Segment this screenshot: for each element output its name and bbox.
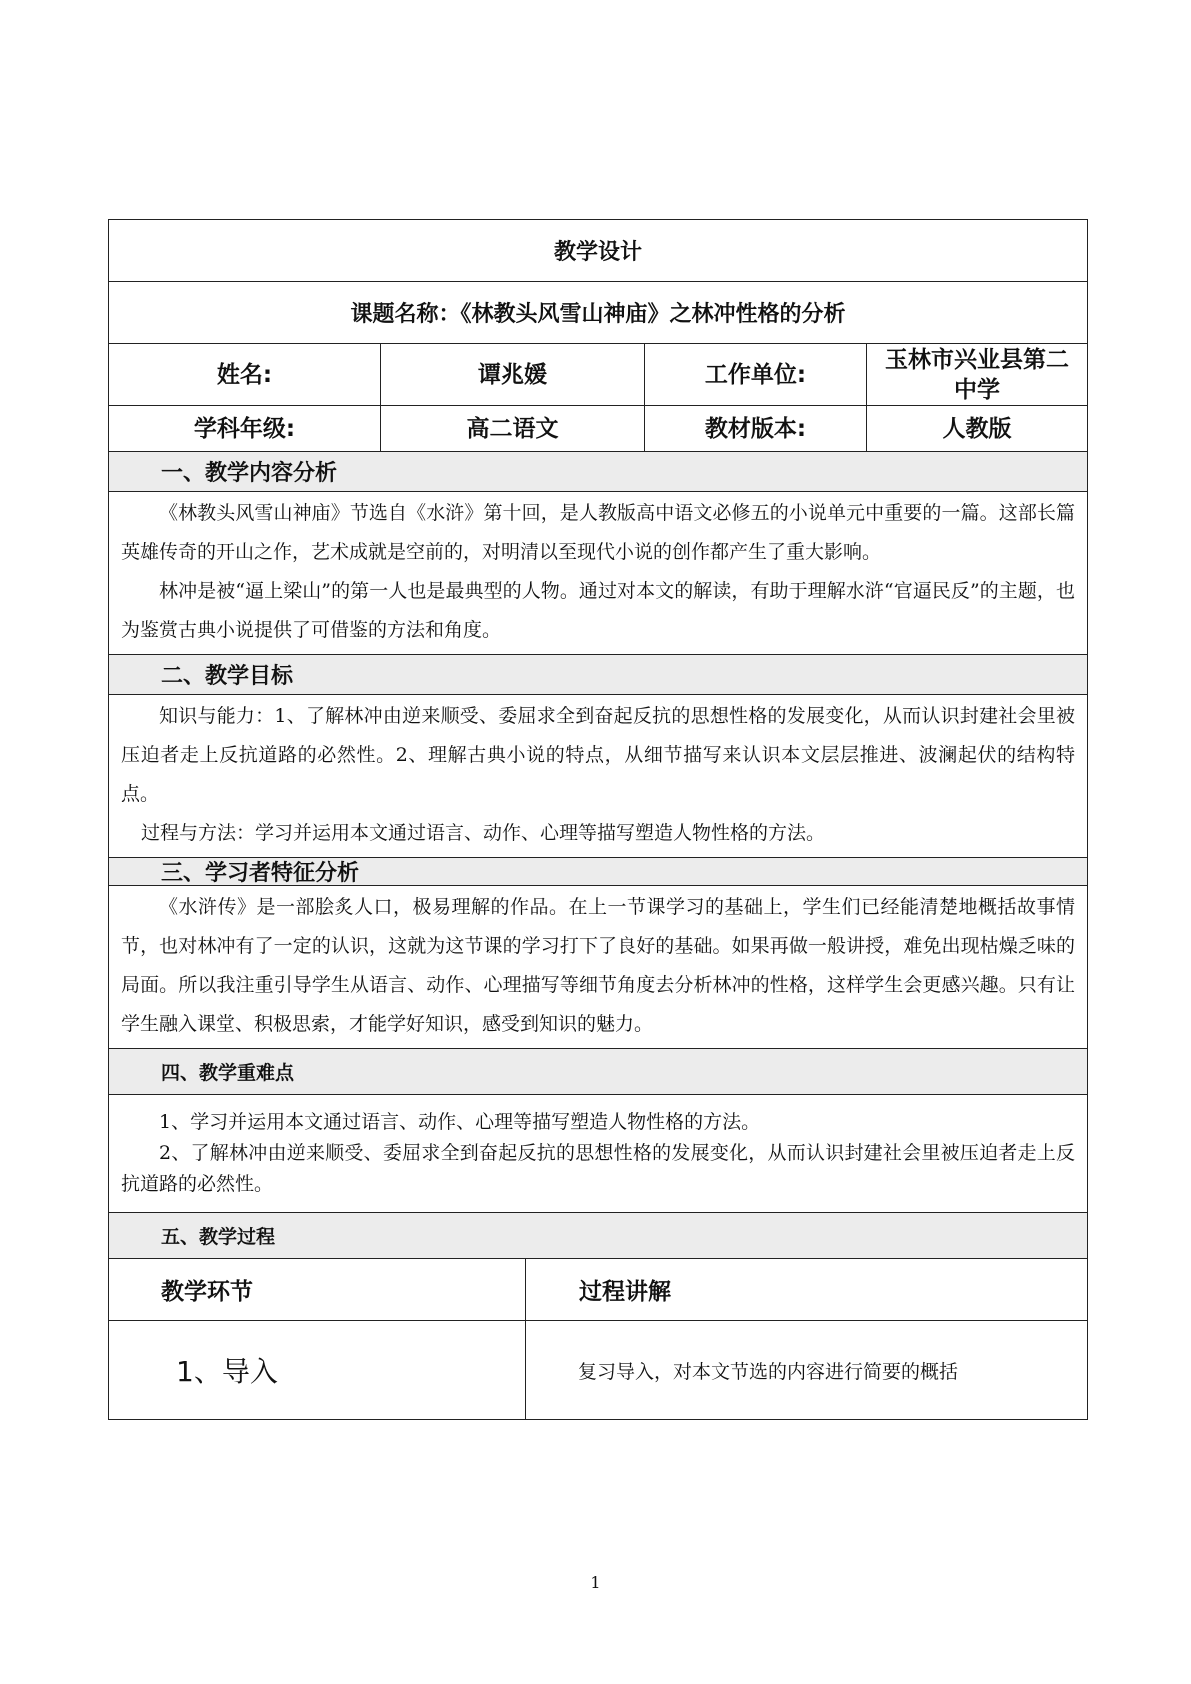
paragraph: 2、了解林冲由逆来顺受、委屈求全到奋起反抗的思想性格的发展变化，从而认识封建社会里被压迫者走上反抗道路的必然性。 (121, 1142, 1075, 1195)
document-title: 教学设计 (108, 219, 1088, 281)
grade-value: 高二语文 (381, 406, 645, 451)
paragraph: 林冲是被“逼上梁山”的第一人也是最典型的人物。通过对本文的解读，有助于理解水浒“官逼民反”的主题，也为鉴赏古典小说提供了可借鉴的方法和角度。 (121, 580, 1075, 641)
name-label: 姓名: (109, 344, 381, 405)
section-heading: 五、教学过程 (108, 1212, 1088, 1258)
paragraph: 知识与能力：1、了解林冲由逆来顺受、委屈求全到奋起反抗的思想性格的发展变化，从而认识封建社会里被压迫者走上反抗道路的必然性。2、理解古典小说的特点，从细节描写来认识本文层层推进、波澜起伏的结构特点。 (121, 705, 1075, 805)
paragraph: 《水浒传》是一部脍炙人口，极易理解的作品。在上一节课学习的基础上，学生们已经能清楚地概括故事情节，也对林冲有了一定的认识，这就为这节课的学习打下了良好的基础。如果再做一般讲授，难免出现枯燥乏味的局面。所以我注重引导学生从语言、动作、心理描写等细节角度去分析林冲的性格，这样学生会更感兴趣。只有让学生融入课堂、积极思索，才能学好知识，感受到知识的魅力。 (121, 896, 1075, 1035)
section-heading: 四、教学重难点 (108, 1048, 1088, 1094)
section-body (108, 694, 1088, 857)
process-table-header (108, 1258, 1088, 1320)
section-heading: 三、学习者特征分析 (108, 857, 1088, 885)
section-body (108, 491, 1088, 654)
section-body (108, 885, 1088, 1048)
section-heading: 二、教学目标 (108, 654, 1088, 694)
detail-cell: 复习导入，对本文节选的内容进行简要的概括 (578, 1360, 959, 1383)
lesson-plan-table (108, 219, 1088, 1420)
edition-label: 教材版本: (645, 406, 867, 451)
unit-label: 工作单位: (645, 344, 867, 405)
col-header-step: 教学环节 (109, 1259, 526, 1320)
table-row (108, 1320, 1088, 1420)
paragraph: 过程与方法：学习并运用本文通过语言、动作、心理等描写塑造人物性格的方法。 (141, 822, 826, 844)
section-heading: 一、教学内容分析 (108, 451, 1088, 491)
name-value: 谭兆媛 (381, 344, 645, 405)
col-header-detail: 过程讲解 (579, 1279, 671, 1305)
grade-label: 学科年级: (109, 406, 381, 451)
course-title: 课题名称：《林教头风雪山神庙》之林冲性格的分析 (108, 281, 1088, 343)
paragraph: 《林教头风雪山神庙》节选自《水浒》第十回，是人教版高中语文必修五的小说单元中重要的一篇。这部长篇英雄传奇的开山之作，艺术成就是空前的，对明清以至现代小说的创作都产生了重大影响。 (121, 502, 1075, 563)
edition-value: 人教版 (942, 415, 1012, 442)
section-body (108, 1094, 1088, 1212)
paragraph: 1、学习并运用本文通过语言、动作、心理等描写塑造人物性格的方法。 (159, 1111, 761, 1133)
unit-value: 玉林市兴业县第二中学 (885, 346, 1069, 403)
info-row-1 (108, 343, 1088, 405)
page-number: 1 (590, 1573, 601, 1592)
step-cell: 1、导入 (109, 1321, 526, 1419)
info-row-2 (108, 405, 1088, 451)
